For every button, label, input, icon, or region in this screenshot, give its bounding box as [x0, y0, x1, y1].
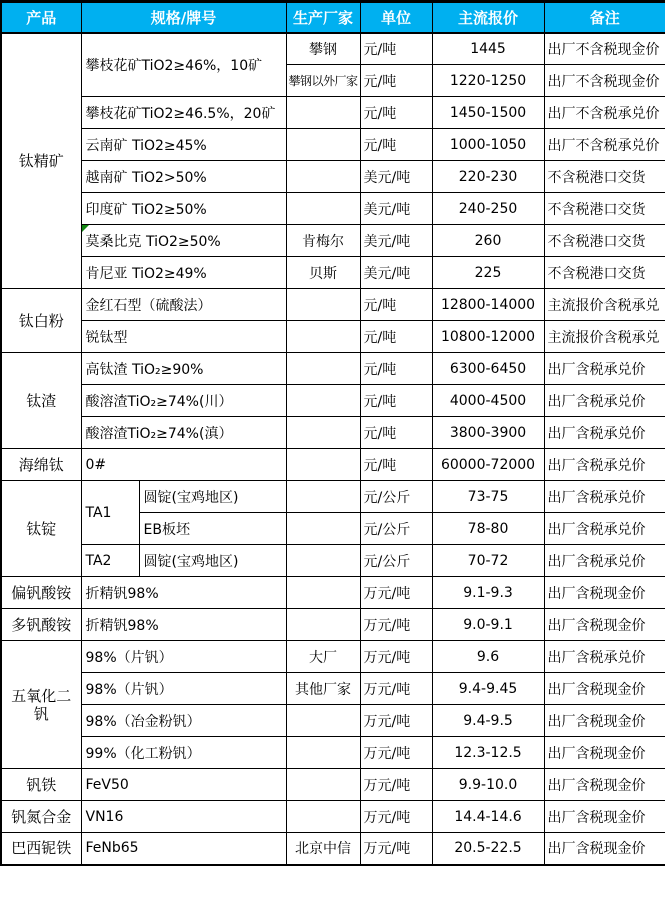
unit-cell: 元/吨 — [360, 289, 432, 321]
price-cell: 3800-3900 — [432, 417, 544, 449]
unit-cell: 元/公斤 — [360, 481, 432, 513]
unit-cell: 万元/吨 — [360, 577, 432, 609]
manufacturer-cell — [286, 129, 360, 161]
unit-cell: 美元/吨 — [360, 225, 432, 257]
unit-cell: 万元/吨 — [360, 801, 432, 833]
manufacturer-cell — [286, 577, 360, 609]
manufacturer-cell — [286, 513, 360, 545]
note-cell: 出厂含税现金价 — [544, 673, 665, 705]
price-cell: 1450-1500 — [432, 97, 544, 129]
header-note: 备注 — [544, 2, 665, 33]
unit-cell: 万元/吨 — [360, 609, 432, 641]
table-row — [1, 33, 665, 65]
price-cell: 220-230 — [432, 161, 544, 193]
product-cell: 钒铁 — [1, 769, 81, 801]
note-cell: 出厂含税承兑价 — [544, 545, 665, 577]
table-row — [1, 833, 665, 865]
unit-cell: 美元/吨 — [360, 193, 432, 225]
manufacturer-cell — [286, 353, 360, 385]
manufacturer-cell — [286, 321, 360, 353]
price-cell: 225 — [432, 257, 544, 289]
note-cell: 出厂含税承兑价 — [544, 353, 665, 385]
manufacturer-cell — [286, 481, 360, 513]
spec-cell: 圆锭(宝鸡地区) — [139, 545, 286, 577]
note-cell: 不含税港口交货 — [544, 257, 665, 289]
unit-cell: 元/公斤 — [360, 513, 432, 545]
note-cell: 出厂含税现金价 — [544, 705, 665, 737]
table-row — [1, 257, 665, 289]
unit-cell: 美元/吨 — [360, 257, 432, 289]
manufacturer-cell — [286, 705, 360, 737]
product-cell: 钛白粉 — [1, 289, 81, 353]
unit-cell: 元/吨 — [360, 385, 432, 417]
price-cell: 240-250 — [432, 193, 544, 225]
manufacturer-cell: 肯梅尔 — [286, 225, 360, 257]
table-row — [1, 577, 665, 609]
spec-cell: 攀枝花矿TiO2≥46.5%，20矿 — [81, 97, 286, 129]
table-row — [1, 481, 665, 513]
note-cell: 出厂含税承兑价 — [544, 449, 665, 481]
unit-cell: 万元/吨 — [360, 705, 432, 737]
unit-cell: 元/吨 — [360, 129, 432, 161]
manufacturer-cell — [286, 417, 360, 449]
price-cell: 73-75 — [432, 481, 544, 513]
header-unit: 单位 — [360, 2, 432, 33]
manufacturer-cell — [286, 545, 360, 577]
note-cell: 出厂含税现金价 — [544, 737, 665, 769]
spec-cell: 金红石型（硫酸法） — [81, 289, 286, 321]
note-cell: 出厂含税现金价 — [544, 769, 665, 801]
spec-cell: EB板坯 — [139, 513, 286, 545]
spec-cell: 越南矿 TiO2>50% — [81, 161, 286, 193]
header-manufacturer: 生产厂家 — [286, 2, 360, 33]
note-cell: 不含税港口交货 — [544, 225, 665, 257]
manufacturer-cell: 其他厂家 — [286, 673, 360, 705]
table-row — [1, 289, 665, 321]
manufacturer-cell: 攀钢 — [286, 33, 360, 65]
spec-cell: 98%（片钒） — [81, 673, 286, 705]
manufacturer-cell — [286, 385, 360, 417]
unit-cell: 万元/吨 — [360, 737, 432, 769]
unit-cell: 万元/吨 — [360, 641, 432, 673]
price-cell: 9.6 — [432, 641, 544, 673]
unit-cell: 元/公斤 — [360, 545, 432, 577]
manufacturer-cell: 北京中信 — [286, 833, 360, 865]
unit-cell: 元/吨 — [360, 449, 432, 481]
price-table-body — [1, 33, 665, 865]
spec-cell: 肯尼亚 TiO2≥49% — [81, 257, 286, 289]
table-row — [1, 449, 665, 481]
spec-cell: 酸溶渣TiO₂≥74%(川） — [81, 385, 286, 417]
table-row — [1, 769, 665, 801]
product-cell: 钛精矿 — [1, 33, 81, 289]
price-cell: 12800-14000 — [432, 289, 544, 321]
note-cell: 出厂含税承兑价 — [544, 641, 665, 673]
table-row — [1, 353, 665, 385]
note-cell: 出厂含税承兑价 — [544, 385, 665, 417]
price-cell: 1220-1250 — [432, 65, 544, 97]
price-cell: 260 — [432, 225, 544, 257]
header-row — [1, 2, 665, 33]
manufacturer-cell: 攀钢以外厂家 — [286, 65, 360, 97]
table-row — [1, 545, 665, 577]
price-cell: 10800-12000 — [432, 321, 544, 353]
note-cell: 出厂不含税现金价 — [544, 65, 665, 97]
note-cell: 不含税港口交货 — [544, 161, 665, 193]
price-cell: 6300-6450 — [432, 353, 544, 385]
spec-cell: 圆锭(宝鸡地区) — [139, 481, 286, 513]
manufacturer-cell — [286, 97, 360, 129]
spec-cell: 98%（冶金粉钒） — [81, 705, 286, 737]
table-row — [1, 225, 665, 257]
spec-cell: 莫桑比克 TiO2≥50% — [81, 225, 286, 257]
unit-cell: 万元/吨 — [360, 769, 432, 801]
manufacturer-cell — [286, 737, 360, 769]
unit-cell: 万元/吨 — [360, 833, 432, 865]
price-cell: 9.1-9.3 — [432, 577, 544, 609]
price-cell: 9.0-9.1 — [432, 609, 544, 641]
spec-cell: 锐钛型 — [81, 321, 286, 353]
price-cell: 20.5-22.5 — [432, 833, 544, 865]
manufacturer-cell — [286, 289, 360, 321]
manufacturer-cell: 贝斯 — [286, 257, 360, 289]
unit-cell: 元/吨 — [360, 97, 432, 129]
manufacturer-cell — [286, 161, 360, 193]
unit-cell: 元/吨 — [360, 417, 432, 449]
unit-cell: 元/吨 — [360, 321, 432, 353]
price-cell: 9.4-9.5 — [432, 705, 544, 737]
price-cell: 1000-1050 — [432, 129, 544, 161]
unit-cell: 元/吨 — [360, 65, 432, 97]
table-row — [1, 97, 665, 129]
note-cell: 出厂含税现金价 — [544, 833, 665, 865]
note-cell: 出厂含税现金价 — [544, 609, 665, 641]
spec-cell: 98%（片钒） — [81, 641, 286, 673]
manufacturer-cell — [286, 449, 360, 481]
spec-cell: 酸溶渣TiO₂≥74%(滇） — [81, 417, 286, 449]
product-cell: 钛锭 — [1, 481, 81, 577]
note-cell: 出厂含税现金价 — [544, 801, 665, 833]
spec-cell: FeV50 — [81, 769, 286, 801]
manufacturer-cell — [286, 769, 360, 801]
table-row — [1, 705, 665, 737]
spec-cell: FeNb65 — [81, 833, 286, 865]
manufacturer-cell — [286, 193, 360, 225]
product-cell: 偏钒酸铵 — [1, 577, 81, 609]
table-row — [1, 321, 665, 353]
table-row — [1, 641, 665, 673]
note-cell: 出厂含税承兑价 — [544, 481, 665, 513]
table-row — [1, 193, 665, 225]
product-cell: 巴西铌铁 — [1, 833, 81, 865]
price-cell: 9.9-10.0 — [432, 769, 544, 801]
note-cell: 出厂不含税现金价 — [544, 33, 665, 65]
table-row — [1, 417, 665, 449]
grade-cell: TA2 — [81, 545, 139, 577]
table-row — [1, 161, 665, 193]
unit-cell: 美元/吨 — [360, 161, 432, 193]
product-cell: 多钒酸铵 — [1, 609, 81, 641]
note-cell: 出厂不含税承兑价 — [544, 129, 665, 161]
price-cell: 60000-72000 — [432, 449, 544, 481]
note-cell: 出厂含税承兑价 — [544, 513, 665, 545]
spec-cell: 攀枝花矿TiO2≥46%，10矿 — [81, 33, 286, 97]
green-corner-flag-icon — [82, 225, 89, 232]
price-cell: 1445 — [432, 33, 544, 65]
header-price: 主流报价 — [432, 2, 544, 33]
price-cell: 4000-4500 — [432, 385, 544, 417]
header-product: 产品 — [1, 2, 81, 33]
price-cell: 14.4-14.6 — [432, 801, 544, 833]
spec-cell: 0# — [81, 449, 286, 481]
product-cell: 钛渣 — [1, 353, 81, 449]
header-spec: 规格/牌号 — [81, 2, 286, 33]
unit-cell: 元/吨 — [360, 33, 432, 65]
spec-cell: 折精钒98% — [81, 577, 286, 609]
note-cell: 主流报价含税承兑 — [544, 321, 665, 353]
spec-cell: 高钛渣 TiO₂≥90% — [81, 353, 286, 385]
note-cell: 不含税港口交货 — [544, 193, 665, 225]
spec-cell: 云南矿 TiO2≥45% — [81, 129, 286, 161]
manufacturer-cell: 大厂 — [286, 641, 360, 673]
manufacturer-cell — [286, 801, 360, 833]
spec-cell: 99%（化工粉钒） — [81, 737, 286, 769]
table-row — [1, 609, 665, 641]
price-cell: 70-72 — [432, 545, 544, 577]
note-cell: 出厂不含税承兑价 — [544, 97, 665, 129]
unit-cell: 元/吨 — [360, 353, 432, 385]
unit-cell: 万元/吨 — [360, 673, 432, 705]
price-cell: 9.4-9.45 — [432, 673, 544, 705]
spec-cell: 折精钒98% — [81, 609, 286, 641]
product-cell: 钒氮合金 — [1, 801, 81, 833]
note-cell: 主流报价含税承兑 — [544, 289, 665, 321]
price-cell: 12.3-12.5 — [432, 737, 544, 769]
note-cell: 出厂含税现金价 — [544, 577, 665, 609]
table-row — [1, 385, 665, 417]
note-cell: 出厂含税承兑价 — [544, 417, 665, 449]
product-cell: 海绵钛 — [1, 449, 81, 481]
table-row — [1, 129, 665, 161]
manufacturer-cell — [286, 609, 360, 641]
grade-cell: TA1 — [81, 481, 139, 545]
table-row — [1, 801, 665, 833]
spec-cell: 印度矿 TiO2≥50% — [81, 193, 286, 225]
table-row — [1, 737, 665, 769]
table-row — [1, 673, 665, 705]
price-cell: 78-80 — [432, 513, 544, 545]
spec-cell: VN16 — [81, 801, 286, 833]
product-cell: 五氧化二钒 — [1, 641, 81, 769]
